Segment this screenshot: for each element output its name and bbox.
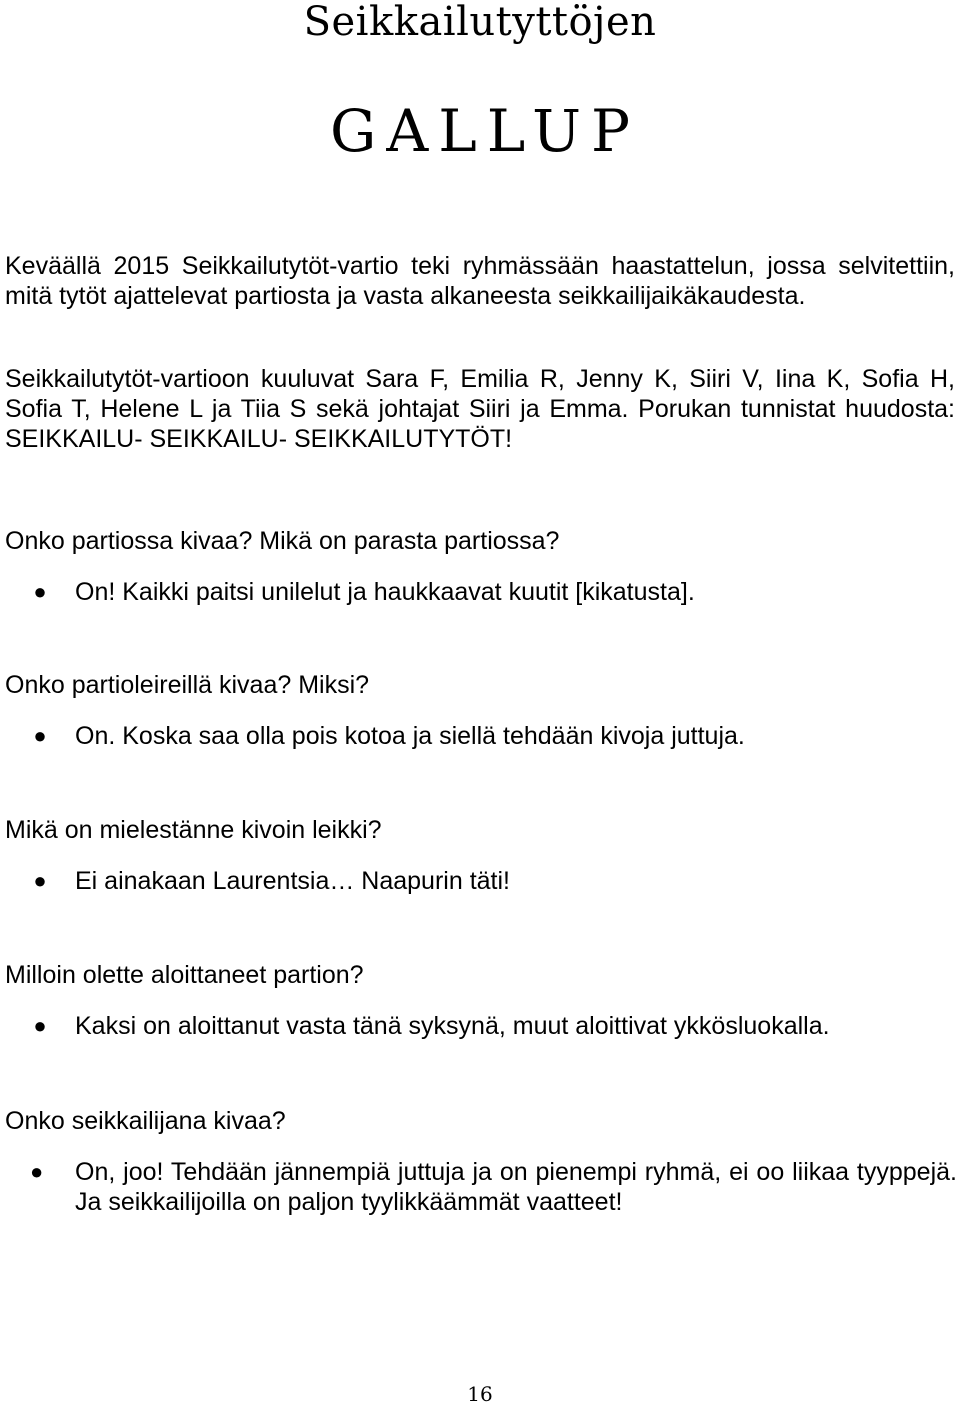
bullet-icon: ●: [30, 1159, 44, 1184]
answer-5: [30, 1157, 957, 1217]
answer-1: [33, 577, 957, 607]
bullet-icon: ●: [33, 1013, 47, 1038]
members-paragraph: Seikkailutytöt-vartioon kuuluvat Sara F, Emilia R, Jenny K, Siiri V, Iina K, Sofia H, Sofia T, Helene L ja Tiia S sekä johtajat Siiri ja Emma. Porukan tunnistat huudosta: SEIKKAILU- SEIKKAILU- SEIKKAILUTYTÖT!: [5, 365, 955, 453]
answer-3-text: Ei ainakaan Laurentsia… Naapurin täti!: [75, 867, 510, 895]
answer-3: [33, 866, 957, 896]
intro-paragraph: Keväällä 2015 Seikkailutytöt-vartio teki ryhmässään haastattelun, jossa selvitettiin, mitä tytöt ajattelevat partiosta ja vasta alkaneesta seikkailijaikäkaudesta.: [5, 252, 955, 310]
bullet-icon: ●: [33, 723, 47, 748]
question-3: Mikä on mielestänne kivoin leikki?: [5, 816, 382, 844]
question-5: Onko seikkailijana kivaa?: [5, 1107, 286, 1135]
answer-1-text: On! Kaikki paitsi unilelut ja haukkaavat kuutit [kikatusta].: [75, 578, 695, 606]
page-number: 16: [467, 1382, 493, 1406]
answer-4-text: Kaksi on aloittanut vasta tänä syksynä, muut aloittivat ykkösluokalla.: [75, 1012, 830, 1040]
question-4: Milloin olette aloittaneet partion?: [5, 961, 364, 989]
answer-2: [33, 721, 957, 751]
bullet-icon: ●: [33, 868, 47, 893]
question-2: Onko partioleireillä kivaa? Miksi?: [5, 671, 370, 699]
answer-4: [33, 1011, 957, 1041]
answer-5-text: On, joo! Tehdään jännempiä juttuja ja on pienempi ryhmä, ei oo liikaa tyyppejä. Ja seikkailijoilla on paljon tyylikkäämmät vaatteet!: [75, 1158, 957, 1216]
page-title-script: Seikkailutyttöjen: [303, 0, 657, 45]
question-1: Onko partiossa kivaa? Mikä on parasta partiossa?: [5, 527, 560, 555]
answer-2-text: On. Koska saa olla pois kotoa ja siellä tehdään kivoja juttuja.: [75, 722, 745, 750]
page-title-gallup: GALLUP: [330, 97, 640, 165]
bullet-icon: ●: [33, 579, 47, 604]
